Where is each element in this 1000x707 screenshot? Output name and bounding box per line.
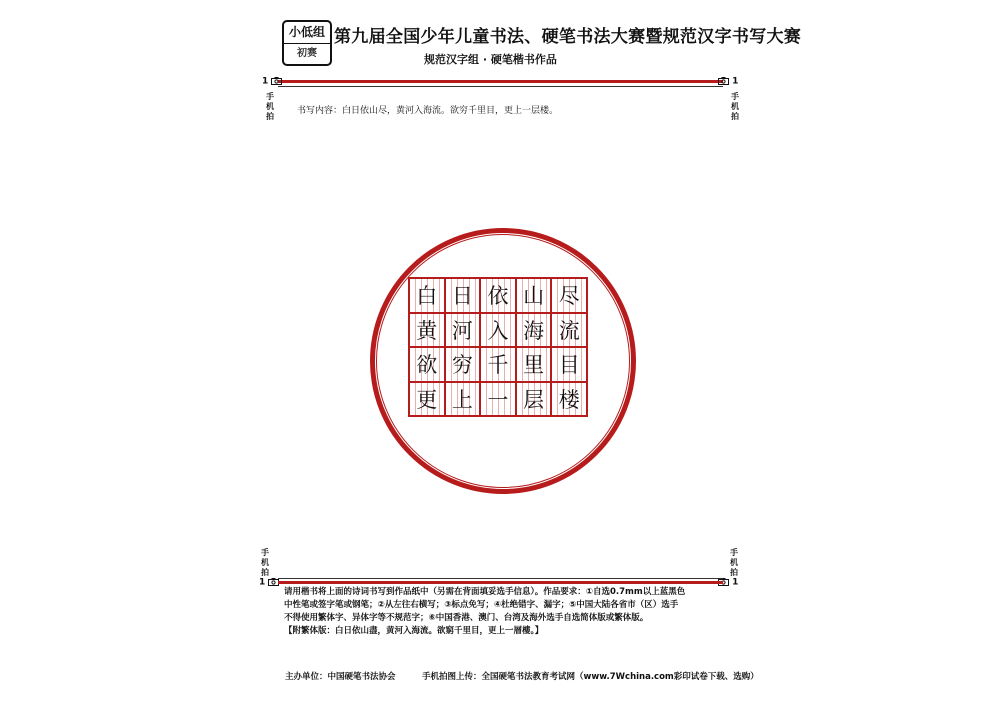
- grid-cell: 白: [409, 278, 445, 313]
- grid-cell: 依: [480, 278, 516, 313]
- top-left-mark: 1: [262, 77, 282, 87]
- page-subtitle: 规范汉字组 · 硬笔楷书作品: [424, 53, 557, 66]
- instruction-line: 请用楷书将上面的诗词书写到作品纸中（另需在背面填妥选手信息）。作品要求：①自选0.7mm以上蓝黑色: [284, 587, 686, 597]
- grid-cell: 穷: [445, 347, 481, 382]
- writing-content-line: 书写内容：白日依山尽，黄河入海流。欲穷千里目，更上一层楼。: [297, 106, 559, 116]
- upload-info-text: 手机拍图上传：全国硬笔书法教育考试网（www.7Wchina.com彩印试卷下载、选购）: [422, 672, 759, 682]
- grid-cell: 入: [480, 313, 516, 348]
- grid-cell: 尽: [551, 278, 587, 313]
- grid-cell: 上: [445, 382, 481, 417]
- instructions-block: [284, 586, 724, 638]
- bottom-left-phone-label: 手 机 拍: [261, 548, 269, 577]
- top-right-mark: 1: [718, 77, 738, 87]
- grid-cell: 黄: [409, 313, 445, 348]
- grid-cell: 楼: [551, 382, 587, 417]
- instruction-line: 【附繁体版：白日依山盡，黄河入海流。欲窮千里目，更上一層樓。】: [284, 626, 544, 636]
- grid-cell: 一: [480, 382, 516, 417]
- instruction-line: 中性笔或签字笔或钢笔；②从左往右横写；③标点免写；④杜绝错字、漏字；⑤中国大陆各省市（区）选手: [284, 600, 679, 610]
- page-title: 第九届全国少年儿童书法、硬笔书法大赛暨规范汉字书写大赛: [334, 27, 802, 47]
- top-left-phone-label: 手 机 拍: [266, 92, 274, 121]
- bottom-thin-rule: [278, 578, 723, 579]
- bottom-left-mark: 1: [259, 578, 279, 588]
- bottom-red-rule: [278, 581, 723, 584]
- bottom-right-phone-label: 手 机 拍: [730, 548, 738, 577]
- bottom-right-mark: 1: [718, 578, 738, 588]
- grid-cell: 里: [516, 347, 552, 382]
- top-red-rule: [278, 80, 723, 83]
- instruction-line: 不得使用繁体字、异体字等不规范字；⑥中国香港、澳门、台湾及海外选手自选简体版或繁体版。: [284, 613, 649, 623]
- grid-cell: 河: [445, 313, 481, 348]
- grid-cell: 欲: [409, 347, 445, 382]
- camera-icon: [271, 77, 282, 85]
- grid-cell: 海: [516, 313, 552, 348]
- badge-group-label: 小低组: [284, 22, 330, 44]
- grid-cell: 山: [516, 278, 552, 313]
- badge-stage-label: 初赛: [297, 48, 317, 59]
- camera-icon: [718, 77, 729, 85]
- organizer-text: 主办单位：中国硬笔书法协会: [285, 672, 396, 682]
- top-thin-rule: [278, 86, 723, 87]
- grid-cell: 层: [516, 382, 552, 417]
- grid-cell: 目: [551, 347, 587, 382]
- group-badge: [282, 20, 332, 66]
- calligraphy-grid: [408, 277, 588, 417]
- grid-cell: 流: [551, 313, 587, 348]
- grid-cell: 千: [480, 347, 516, 382]
- grid-cell: 更: [409, 382, 445, 417]
- grid-cell: 日: [445, 278, 481, 313]
- top-right-phone-label: 手 机 拍: [731, 92, 739, 121]
